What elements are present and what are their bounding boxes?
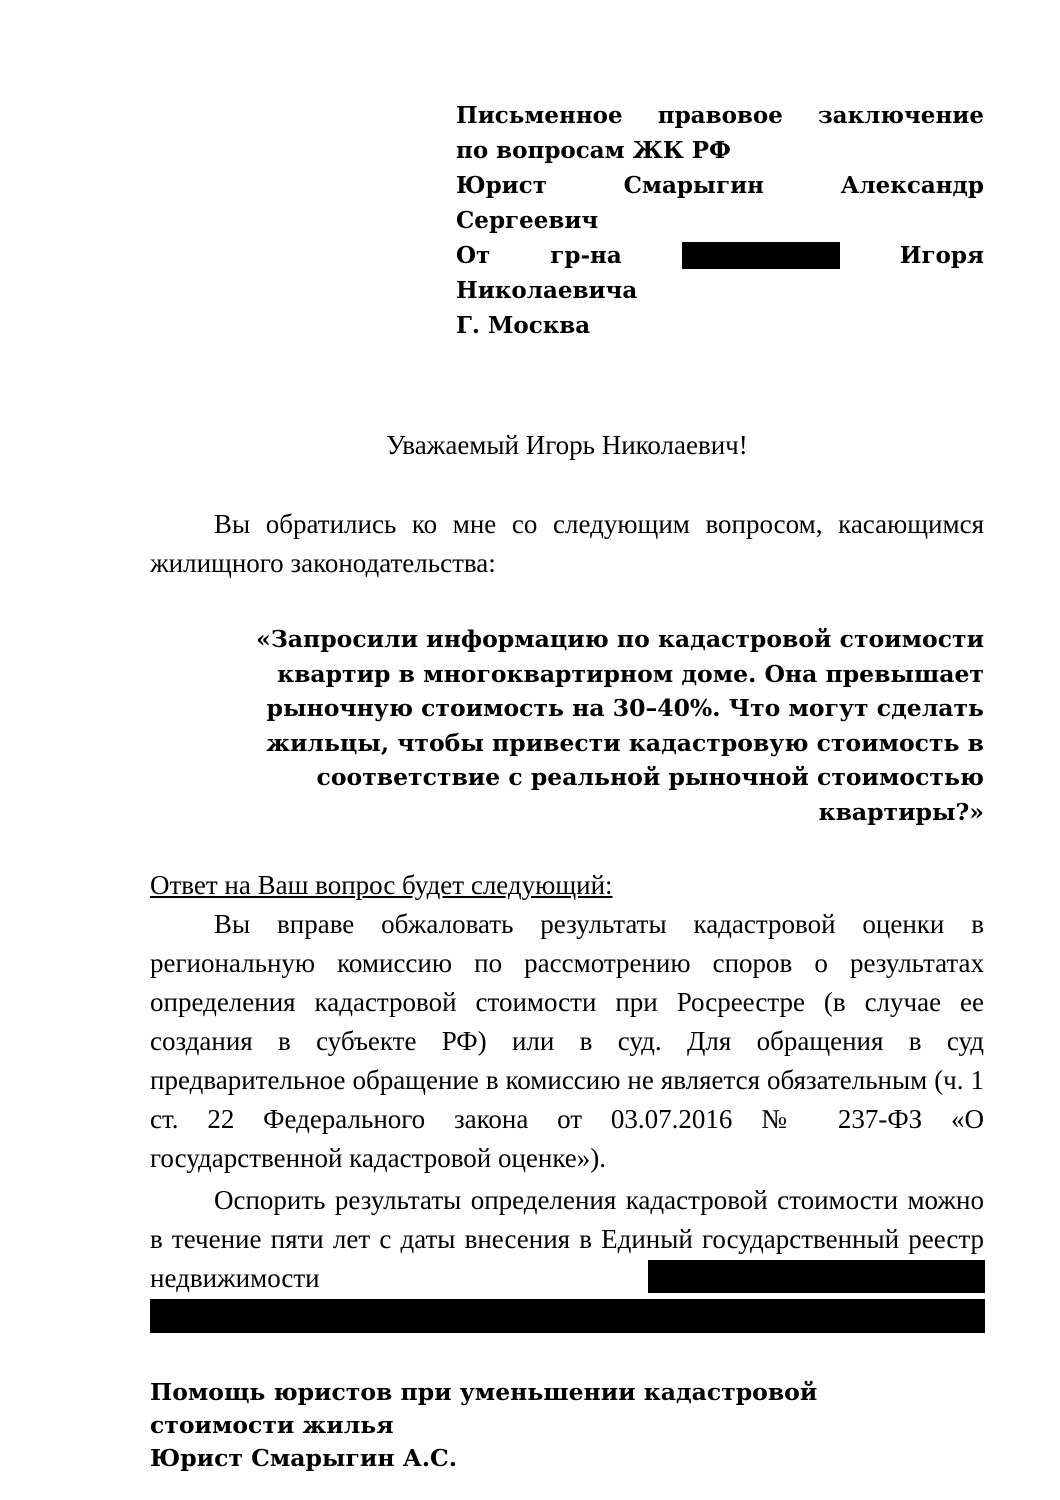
lawyer-word-2: Смарыгин <box>623 172 764 199</box>
answer-heading: Ответ на Ваш вопрос будет следующий: <box>150 870 613 900</box>
title-word-2: правовое <box>657 102 783 129</box>
redaction-bar-2 <box>150 1299 985 1333</box>
from-word-3: Игоря <box>899 242 984 269</box>
footer-line-1: Помощь юристов при уменьшении кадастровой <box>150 1378 818 1406</box>
greeting: Уважаемый Игорь Николаевич! <box>386 430 748 460</box>
redaction-bar-1 <box>648 1260 985 1293</box>
title-word-1: Письменное <box>456 102 623 129</box>
lawyer-line-2: Сергеевич <box>456 207 599 234</box>
from-line-1 <box>456 238 984 273</box>
footer-line-2: стоимости жилья <box>150 1411 394 1439</box>
lawyer-line-1 <box>456 168 984 203</box>
lawyer-word-3: Александр <box>840 172 984 199</box>
city-line: Г. Москва <box>456 312 591 339</box>
quoted-question: «Запросили информацию по кадастровой стоимости квартир в многоквартирном доме. Она превышает рыночную стоимость на 30–40%. Что могут сделать жильцы, чтобы привести кадастровую стоимость в соответствие с реальной рыночной стоимостью квартиры?» <box>256 625 984 826</box>
title-line-1 <box>456 98 984 133</box>
title-line-2: по вопросам ЖК РФ <box>456 137 731 164</box>
answer-paragraph-2: Оспорить результаты определения кадастровой стоимости можно в течение пяти лет с даты внесения в Единый государственный реестр недвижимости <box>150 1185 984 1293</box>
from-word-2: гр-на <box>550 242 622 269</box>
from-word-1: От <box>456 242 491 269</box>
title-word-3: заключение <box>817 102 984 129</box>
redaction-surname <box>682 242 840 269</box>
from-line-2: Николаевича <box>456 277 638 304</box>
lawyer-word-1: Юрист <box>456 172 548 199</box>
header-block <box>456 98 984 343</box>
footer-block <box>150 1376 984 1475</box>
footer-signature: Юрист Смарыгин А.С. <box>150 1444 457 1472</box>
answer-paragraph-1: Вы вправе обжаловать результаты кадастровой оценки в региональную комиссию по рассмотрению споров о результатах определения кадастровой стоимости при Росреестре (в случае ее создания в субъекте РФ) или в суд. Для обращения в суд предварительное обращение в комиссию не является обязательным (ч. 1 ст. 22 Федерального закона от 03.07.2016 № 237-ФЗ «О государственной кадастровой оценке»). <box>150 909 984 1173</box>
intro-paragraph: Вы обратились ко мне со следующим вопросом, касающимся жилищного законодательства: <box>150 509 984 578</box>
